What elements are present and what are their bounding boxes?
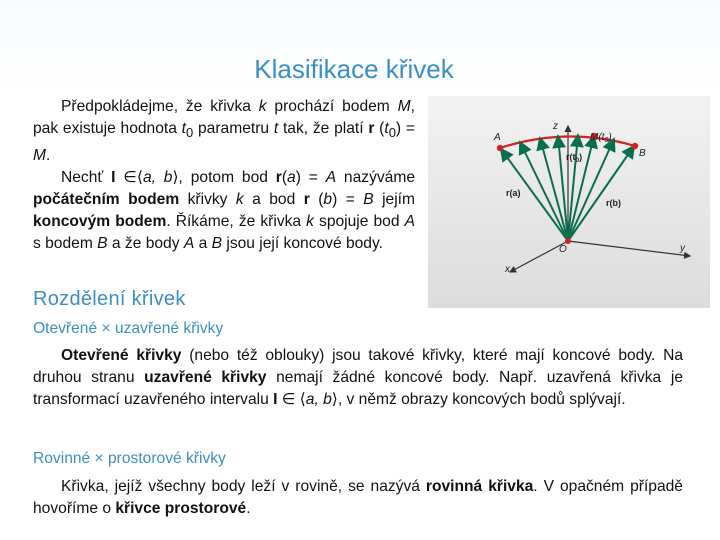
label-z: z [553, 121, 558, 132]
page-title: Klasifikace křivek [254, 54, 454, 84]
paragraph-open-closed-text [33, 345, 683, 412]
text-run: jsou její koncové body. [222, 235, 383, 253]
curve-figure [428, 96, 710, 308]
text-run: . [46, 146, 51, 164]
intro-text [33, 96, 415, 256]
text-run: ( [374, 120, 385, 138]
text-run: t [384, 120, 389, 138]
text-run: nemají žádné koncové body. Např. uzavřená křivka je transformací uzavřeného intervalu [33, 369, 683, 409]
text-run: Nechť [61, 168, 112, 186]
text-run: b [323, 190, 333, 208]
text-run: nazýváme [336, 168, 415, 186]
text-run: a, b [305, 391, 332, 409]
text-run: koncovým bodem [33, 213, 167, 231]
text-run: k [258, 98, 267, 115]
text-run: ) [579, 152, 583, 162]
text-run: M(t [590, 132, 605, 143]
text-run: , pak existuje hodnota [33, 98, 415, 138]
label-rb: r(b) [606, 198, 621, 208]
intro-paragraph-2 [33, 167, 415, 256]
text-run: ) [608, 132, 612, 143]
text-run: ) = [395, 120, 415, 138]
text-run: . Říkáme, že křivka [166, 213, 307, 231]
text-run: prochází bodem [266, 98, 398, 115]
text-run: ( [281, 168, 288, 186]
text-run: 0 [604, 137, 609, 144]
text-run: . V opačném případě hovoříme o [33, 478, 683, 518]
subheading-open-closed [33, 320, 223, 338]
text-run: r [368, 120, 375, 138]
text-run: B [97, 235, 108, 253]
label-y: y [680, 243, 685, 254]
text-run: . [246, 500, 251, 518]
intro-paragraph-1 [33, 96, 415, 167]
text-run: B [211, 235, 223, 253]
label-ra: r(a) [506, 188, 521, 198]
text-run: r(t [566, 152, 576, 162]
text-run: spojuje bod [313, 213, 405, 231]
text-run: A [404, 213, 415, 231]
text-run: křivce prostorové [115, 500, 247, 518]
text-run: Otevřené [33, 320, 102, 337]
section-heading: Rozdělení křivek [33, 288, 186, 310]
text-run: r [275, 168, 282, 186]
text-run: 0 [186, 125, 194, 141]
text-run: uzavřené křivky [144, 369, 267, 387]
text-run: I [273, 391, 278, 409]
text-run: ⟩, v němž obrazy koncových bodů splývají. [331, 391, 626, 409]
text-run: 0 [575, 157, 580, 164]
label-b: B [639, 148, 646, 159]
label-x: x [505, 264, 510, 275]
text-run: ∈ ⟨ [277, 391, 306, 409]
text-run: křivky [179, 190, 236, 208]
text-run: × [101, 320, 111, 337]
text-run: M [397, 98, 411, 115]
text-run: t [273, 120, 279, 138]
text-run: počátečním bodem [33, 190, 180, 208]
text-run: a [194, 235, 212, 253]
text-run: M [33, 146, 46, 164]
text-run: k [306, 213, 314, 231]
text-run: rovinná křivka [425, 478, 534, 495]
curve-diagram [428, 96, 710, 308]
text-run: ) = [295, 168, 326, 186]
text-run: a, b [142, 168, 173, 186]
text-run: Otevřené křivky [61, 347, 182, 364]
text-run: a [287, 168, 296, 186]
paragraph-planar-spatial-text [33, 476, 683, 520]
paragraph-planar-spatial [33, 476, 683, 520]
text-run: A [183, 235, 195, 253]
text-run: Křivka, jejíž všechny body leží v rovině, se nazývá [61, 478, 426, 495]
label-o: O [559, 244, 567, 255]
text-run: A [325, 168, 337, 186]
text-run: × [94, 450, 104, 467]
text-run: ∈⟨ [115, 168, 143, 186]
paragraph-open-closed [33, 345, 683, 412]
label-m [590, 132, 612, 144]
text-run: 0 [388, 125, 396, 141]
text-run: ⟩, potom bod [172, 168, 276, 186]
point-b [632, 143, 638, 149]
label-a: A [494, 132, 501, 143]
point-a [497, 145, 503, 151]
subheading-planar-spatial [33, 450, 226, 468]
text-run: uzavřené křivky [110, 320, 224, 337]
text-run: jejím [373, 190, 415, 208]
figure-background [428, 96, 710, 308]
text-run: a že body [107, 235, 184, 253]
text-run: ( [309, 190, 324, 208]
text-run: a bod [243, 190, 304, 208]
text-run: (nebo též oblouky) jsou takové křivky, které mají koncové body. Na druhou stranu [33, 347, 684, 387]
text-run: s bodem [33, 235, 98, 253]
text-run: r [303, 190, 310, 208]
text-run: ) = [332, 190, 364, 208]
text-run: tak, že platí [278, 120, 369, 138]
text-run: Předpokládejme, že křivka [61, 98, 259, 115]
text-run: B [363, 190, 374, 208]
text-run: Rovinné [33, 450, 95, 467]
text-run: t [181, 120, 187, 138]
text-run: prostorové křivky [103, 450, 226, 467]
text-run: k [235, 190, 244, 208]
text-run: parametru [193, 120, 274, 138]
text-run: I [111, 168, 116, 186]
